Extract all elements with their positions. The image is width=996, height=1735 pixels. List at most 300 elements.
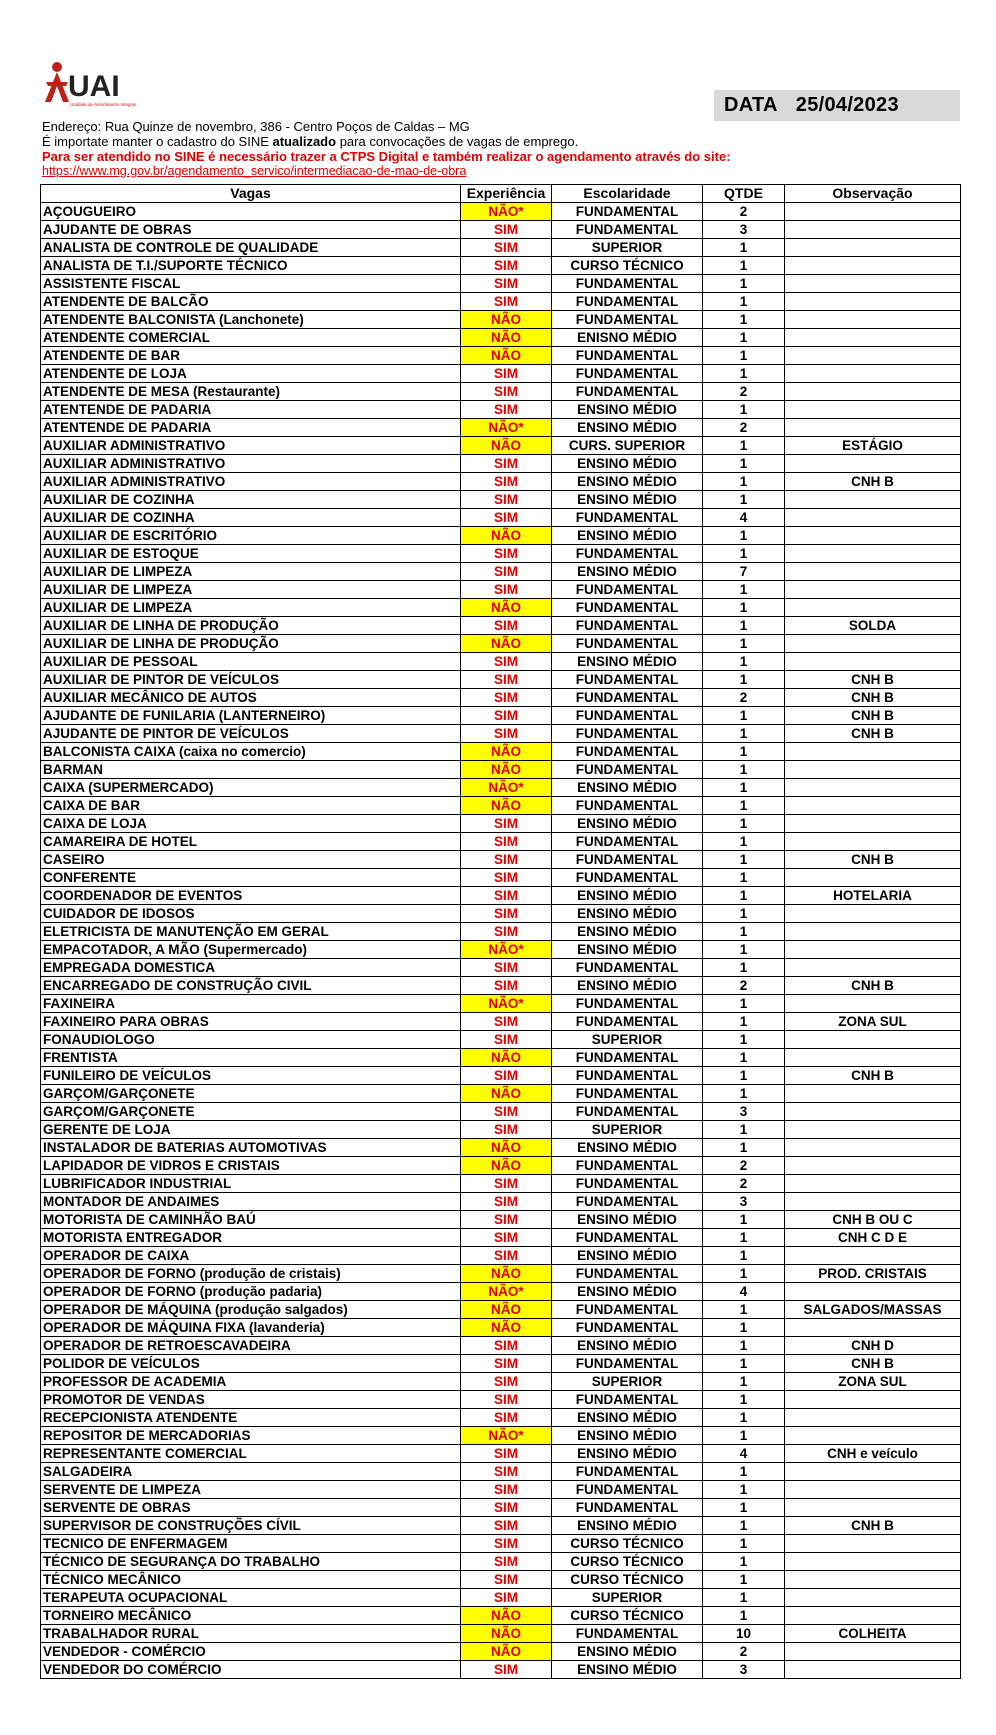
cell-escolaridade: FUNDAMENTAL — [552, 1301, 703, 1319]
cell-vaga: INSTALADOR DE BATERIAS AUTOMOTIVAS — [41, 1139, 461, 1157]
cell-experiencia: SIM — [461, 1571, 552, 1589]
cell-observacao — [785, 995, 961, 1013]
cell-vaga: AUXILIAR DE PESSOAL — [41, 653, 461, 671]
cell-qtde: 1 — [703, 581, 785, 599]
table-row — [41, 869, 961, 887]
cell-experiencia: NÃO* — [461, 203, 552, 221]
cell-vaga: OPERADOR DE MÁQUINA (produção salgados) — [41, 1301, 461, 1319]
cell-vaga: COORDENADOR DE EVENTOS — [41, 887, 461, 905]
cell-escolaridade: SUPERIOR — [552, 239, 703, 257]
cell-qtde: 1 — [703, 311, 785, 329]
cell-experiencia: NÃO — [461, 599, 552, 617]
cell-vaga: TÉCNICO DE SEGURANÇA DO TRABALHO — [41, 1553, 461, 1571]
cell-observacao — [785, 275, 961, 293]
cell-escolaridade: FUNDAMENTAL — [552, 1319, 703, 1337]
cell-observacao — [785, 599, 961, 617]
cell-qtde: 1 — [703, 1139, 785, 1157]
cell-vaga: ATENDENTE DE MESA (Restaurante) — [41, 383, 461, 401]
cell-observacao — [785, 203, 961, 221]
table-row — [41, 527, 961, 545]
table-row — [41, 1589, 961, 1607]
cell-qtde: 1 — [703, 1373, 785, 1391]
table-row — [41, 1229, 961, 1247]
table-row — [41, 815, 961, 833]
cell-observacao: SALGADOS/MASSAS — [785, 1301, 961, 1319]
cell-qtde: 1 — [703, 1013, 785, 1031]
cell-observacao: ZONA SUL — [785, 1013, 961, 1031]
cell-escolaridade: FUNDAMENTAL — [552, 581, 703, 599]
cell-qtde: 1 — [703, 1265, 785, 1283]
cell-observacao — [785, 923, 961, 941]
cell-experiencia: NÃO — [461, 1625, 552, 1643]
cell-escolaridade: FUNDAMENTAL — [552, 1193, 703, 1211]
cell-qtde: 1 — [703, 1391, 785, 1409]
cell-vaga: CAIXA DE BAR — [41, 797, 461, 815]
cell-escolaridade: FUNDAMENTAL — [552, 509, 703, 527]
table-row — [41, 1319, 961, 1337]
cell-experiencia: NÃO — [461, 1643, 552, 1661]
table-row — [41, 419, 961, 437]
cell-escolaridade: ENSINO MÉDIO — [552, 779, 703, 797]
cell-qtde: 1 — [703, 1535, 785, 1553]
cell-experiencia: SIM — [461, 1589, 552, 1607]
cell-vaga: AUXILIAR DE LIMPEZA — [41, 599, 461, 617]
cell-escolaridade: FUNDAMENTAL — [552, 1355, 703, 1373]
cell-escolaridade: SUPERIOR — [552, 1031, 703, 1049]
table-row — [41, 383, 961, 401]
cell-vaga: CAIXA (SUPERMERCADO) — [41, 779, 461, 797]
cell-observacao — [785, 563, 961, 581]
cell-escolaridade: CURSO TÉCNICO — [552, 257, 703, 275]
cell-qtde: 1 — [703, 293, 785, 311]
cell-experiencia: NÃO — [461, 347, 552, 365]
cell-vaga: AUXILIAR DE ESTOQUE — [41, 545, 461, 563]
cell-observacao — [785, 509, 961, 527]
table-row — [41, 1337, 961, 1355]
table-row — [41, 851, 961, 869]
cell-escolaridade: ENSINO MÉDIO — [552, 1427, 703, 1445]
cell-qtde: 1 — [703, 1337, 785, 1355]
table-row — [41, 599, 961, 617]
cell-qtde: 2 — [703, 383, 785, 401]
cell-qtde: 1 — [703, 851, 785, 869]
cell-vaga: OPERADOR DE RETROESCAVADEIRA — [41, 1337, 461, 1355]
cell-vaga: AJUDANTE DE OBRAS — [41, 221, 461, 239]
cell-escolaridade: FUNDAMENTAL — [552, 599, 703, 617]
cell-vaga: SUPERVISOR DE CONSTRUÇÕES CÍVIL — [41, 1517, 461, 1535]
cell-observacao — [785, 1661, 961, 1679]
cell-observacao — [785, 1103, 961, 1121]
scheduling-link[interactable]: https://www.mg.gov.br/agendamento_servico/intermediacao-de-mao-de-obra — [42, 164, 467, 178]
table-row — [41, 689, 961, 707]
cell-vaga: ANALISTA DE T.I./SUPORTE TÉCNICO — [41, 257, 461, 275]
cell-observacao — [785, 1175, 961, 1193]
cell-experiencia: SIM — [461, 1499, 552, 1517]
cell-qtde: 2 — [703, 1175, 785, 1193]
cell-experiencia: SIM — [461, 1067, 552, 1085]
cell-vaga: GARÇOM/GARÇONETE — [41, 1085, 461, 1103]
cell-observacao — [785, 239, 961, 257]
cell-escolaridade: ENSINO MÉDIO — [552, 941, 703, 959]
cell-experiencia: NÃO — [461, 1049, 552, 1067]
cell-experiencia: SIM — [461, 1013, 552, 1031]
table-row — [41, 1643, 961, 1661]
cell-escolaridade: ENISNO MÉDIO — [552, 329, 703, 347]
job-vacancies-table — [40, 184, 961, 1679]
table-row — [41, 1085, 961, 1103]
cell-vaga: AUXILIAR DE LINHA DE PRODUÇÃO — [41, 617, 461, 635]
cell-vaga: EMPREGADA DOMESTICA — [41, 959, 461, 977]
cell-qtde: 4 — [703, 509, 785, 527]
cell-experiencia: SIM — [461, 1229, 552, 1247]
cell-vaga: BALCONISTA CAIXA (caixa no comercio) — [41, 743, 461, 761]
cell-observacao — [785, 419, 961, 437]
cell-qtde: 1 — [703, 1049, 785, 1067]
cell-vaga: VENDEDOR - COMÉRCIO — [41, 1643, 461, 1661]
cell-qtde: 7 — [703, 563, 785, 581]
uai-logo — [42, 58, 136, 112]
cell-experiencia: SIM — [461, 977, 552, 995]
cell-observacao — [785, 1283, 961, 1301]
cell-vaga: REPOSITOR DE MERCADORIAS — [41, 1427, 461, 1445]
cell-observacao — [785, 797, 961, 815]
cell-escolaridade: FUNDAMENTAL — [552, 725, 703, 743]
cell-observacao — [785, 1319, 961, 1337]
cell-qtde: 1 — [703, 1499, 785, 1517]
cell-vaga: AUXILIAR DE LINHA DE PRODUÇÃO — [41, 635, 461, 653]
cell-observacao: HOTELARIA — [785, 887, 961, 905]
cell-observacao — [785, 1139, 961, 1157]
cell-vaga: CAMAREIRA DE HOTEL — [41, 833, 461, 851]
cell-vaga: OPERADOR DE FORNO (produção padaria) — [41, 1283, 461, 1301]
cell-vaga: SERVENTE DE OBRAS — [41, 1499, 461, 1517]
cell-observacao — [785, 635, 961, 653]
cell-experiencia: NÃO — [461, 797, 552, 815]
cell-observacao — [785, 959, 961, 977]
cell-qtde: 1 — [703, 869, 785, 887]
cell-vaga: ANALISTA DE CONTROLE DE QUALIDADE — [41, 239, 461, 257]
cell-observacao — [785, 257, 961, 275]
cell-vaga: ATENDENTE DE BAR — [41, 347, 461, 365]
cell-observacao: CNH B — [785, 671, 961, 689]
table-row — [41, 1499, 961, 1517]
cell-observacao — [785, 491, 961, 509]
table-row — [41, 437, 961, 455]
cell-vaga: TRABALHADOR RURAL — [41, 1625, 461, 1643]
cell-qtde: 2 — [703, 1643, 785, 1661]
cell-experiencia: SIM — [461, 473, 552, 491]
table-row — [41, 1535, 961, 1553]
cell-experiencia: NÃO — [461, 1085, 552, 1103]
cell-qtde: 1 — [703, 1481, 785, 1499]
cell-experiencia: SIM — [461, 1535, 552, 1553]
cell-experiencia: SIM — [461, 491, 552, 509]
cell-escolaridade: FUNDAMENTAL — [552, 851, 703, 869]
cell-qtde: 10 — [703, 1625, 785, 1643]
cell-qtde: 1 — [703, 1229, 785, 1247]
cell-escolaridade: ENSINO MÉDIO — [552, 815, 703, 833]
cell-experiencia: SIM — [461, 1463, 552, 1481]
cell-escolaridade: FUNDAMENTAL — [552, 1103, 703, 1121]
cell-vaga: LUBRIFICADOR INDUSTRIAL — [41, 1175, 461, 1193]
table-row — [41, 1355, 961, 1373]
cell-vaga: AUXILIAR ADMINISTRATIVO — [41, 473, 461, 491]
table-row — [41, 1517, 961, 1535]
cell-observacao: COLHEITA — [785, 1625, 961, 1643]
table-row — [41, 1211, 961, 1229]
cell-qtde: 1 — [703, 617, 785, 635]
header-escolaridade: Escolaridade — [552, 185, 703, 203]
cell-vaga: ATENTENDE DE PADARIA — [41, 401, 461, 419]
cell-escolaridade: FUNDAMENTAL — [552, 203, 703, 221]
cell-vaga: EMPACOTADOR, A MÃO (Supermercado) — [41, 941, 461, 959]
cell-vaga: AUXILIAR ADMINISTRATIVO — [41, 437, 461, 455]
cell-qtde: 1 — [703, 1463, 785, 1481]
cell-escolaridade: FUNDAMENTAL — [552, 1049, 703, 1067]
cell-experiencia: SIM — [461, 1445, 552, 1463]
cell-qtde: 1 — [703, 725, 785, 743]
cell-observacao: CNH B — [785, 977, 961, 995]
cell-escolaridade: FUNDAMENTAL — [552, 1157, 703, 1175]
table-row — [41, 1625, 961, 1643]
cell-qtde: 1 — [703, 365, 785, 383]
cell-escolaridade: FUNDAMENTAL — [552, 347, 703, 365]
cell-qtde: 2 — [703, 689, 785, 707]
cell-experiencia: SIM — [461, 887, 552, 905]
table-row — [41, 941, 961, 959]
cell-vaga: GERENTE DE LOJA — [41, 1121, 461, 1139]
table-row — [41, 959, 961, 977]
cell-observacao — [785, 1391, 961, 1409]
cell-vaga: FAXINEIRA — [41, 995, 461, 1013]
table-row — [41, 1427, 961, 1445]
table-row — [41, 1607, 961, 1625]
header-observacao: Observação — [785, 185, 961, 203]
cell-escolaridade: FUNDAMENTAL — [552, 1175, 703, 1193]
cell-qtde: 1 — [703, 1607, 785, 1625]
cell-experiencia: NÃO — [461, 311, 552, 329]
cell-experiencia: SIM — [461, 239, 552, 257]
cell-experiencia: SIM — [461, 1031, 552, 1049]
cell-experiencia: SIM — [461, 1103, 552, 1121]
table-row — [41, 257, 961, 275]
cell-experiencia: SIM — [461, 509, 552, 527]
cell-vaga: AUXILIAR DE ESCRITÓRIO — [41, 527, 461, 545]
cell-qtde: 1 — [703, 1319, 785, 1337]
cell-escolaridade: FUNDAMENTAL — [552, 617, 703, 635]
table-row — [41, 995, 961, 1013]
cell-observacao — [785, 779, 961, 797]
cell-escolaridade: FUNDAMENTAL — [552, 545, 703, 563]
cell-experiencia: SIM — [461, 689, 552, 707]
cell-qtde: 1 — [703, 1427, 785, 1445]
cell-experiencia: NÃO — [461, 1265, 552, 1283]
table-row — [41, 1463, 961, 1481]
cell-qtde: 1 — [703, 527, 785, 545]
cell-experiencia: SIM — [461, 401, 552, 419]
cell-vaga: TÉCNICO MECÂNICO — [41, 1571, 461, 1589]
cell-vaga: ATENDENTE DE BALCÃO — [41, 293, 461, 311]
cell-experiencia: NÃO* — [461, 995, 552, 1013]
cell-experiencia: SIM — [461, 1193, 552, 1211]
table-row — [41, 545, 961, 563]
cell-experiencia: NÃO* — [461, 1283, 552, 1301]
table-row — [41, 203, 961, 221]
cell-observacao: ZONA SUL — [785, 1373, 961, 1391]
cell-escolaridade: ENSINO MÉDIO — [552, 401, 703, 419]
cell-observacao — [785, 869, 961, 887]
logo-subtitle: Unidade de Atendimento Integrado — [70, 102, 136, 107]
cell-escolaridade: ENSINO MÉDIO — [552, 1283, 703, 1301]
cell-escolaridade: FUNDAMENTAL — [552, 1463, 703, 1481]
cell-experiencia: SIM — [461, 563, 552, 581]
cell-qtde: 1 — [703, 995, 785, 1013]
cell-vaga: MOTORISTA ENTREGADOR — [41, 1229, 461, 1247]
cell-escolaridade: FUNDAMENTAL — [552, 689, 703, 707]
cell-vaga: MONTADOR DE ANDAIMES — [41, 1193, 461, 1211]
table-row — [41, 761, 961, 779]
cell-escolaridade: ENSINO MÉDIO — [552, 1661, 703, 1679]
cell-experiencia: NÃO — [461, 635, 552, 653]
cell-escolaridade: FUNDAMENTAL — [552, 797, 703, 815]
cell-escolaridade: FUNDAMENTAL — [552, 365, 703, 383]
cell-qtde: 1 — [703, 329, 785, 347]
cell-escolaridade: FUNDAMENTAL — [552, 959, 703, 977]
cell-experiencia: SIM — [461, 257, 552, 275]
cell-escolaridade: ENSINO MÉDIO — [552, 653, 703, 671]
cell-escolaridade: ENSINO MÉDIO — [552, 473, 703, 491]
cell-escolaridade: ENSINO MÉDIO — [552, 1517, 703, 1535]
cell-vaga: OPERADOR DE MÁQUINA FIXA (lavanderia) — [41, 1319, 461, 1337]
cell-qtde: 2 — [703, 419, 785, 437]
cell-vaga: AUXILIAR MECÂNICO DE AUTOS — [41, 689, 461, 707]
cell-escolaridade: FUNDAMENTAL — [552, 1265, 703, 1283]
table-row — [41, 635, 961, 653]
cell-qtde: 2 — [703, 1157, 785, 1175]
cell-experiencia: SIM — [461, 1373, 552, 1391]
cell-qtde: 1 — [703, 491, 785, 509]
cell-escolaridade: FUNDAMENTAL — [552, 1625, 703, 1643]
cell-observacao — [785, 743, 961, 761]
cell-vaga: AUXILIAR DE LIMPEZA — [41, 563, 461, 581]
date-value: 25/04/2023 — [795, 94, 899, 116]
cell-qtde: 1 — [703, 815, 785, 833]
warning-line: Para ser atendido no SINE é necessário trazer a CTPS Digital e também realizar o agendamento através do site: — [42, 149, 731, 164]
cell-qtde: 1 — [703, 923, 785, 941]
table-row — [41, 779, 961, 797]
cell-escolaridade: FUNDAMENTAL — [552, 293, 703, 311]
cell-observacao: CNH B — [785, 1355, 961, 1373]
cell-observacao: PROD. CRISTAIS — [785, 1265, 961, 1283]
cell-escolaridade: FUNDAMENTAL — [552, 1085, 703, 1103]
cell-vaga: FONAUDIOLOGO — [41, 1031, 461, 1049]
cell-escolaridade: FUNDAMENTAL — [552, 707, 703, 725]
cell-escolaridade: FUNDAMENTAL — [552, 275, 703, 293]
table-row — [41, 275, 961, 293]
cell-escolaridade: FUNDAMENTAL — [552, 833, 703, 851]
cell-vaga: OPERADOR DE CAIXA — [41, 1247, 461, 1265]
cell-experiencia: NÃO — [461, 1157, 552, 1175]
cell-qtde: 1 — [703, 257, 785, 275]
cell-experiencia: SIM — [461, 1175, 552, 1193]
cell-experiencia: SIM — [461, 833, 552, 851]
cell-qtde: 3 — [703, 1661, 785, 1679]
cell-qtde: 1 — [703, 743, 785, 761]
cell-vaga: TERAPEUTA OCUPACIONAL — [41, 1589, 461, 1607]
table-row — [41, 473, 961, 491]
cell-escolaridade: FUNDAMENTAL — [552, 311, 703, 329]
cell-escolaridade: ENSINO MÉDIO — [552, 1643, 703, 1661]
table-row — [41, 887, 961, 905]
table-row — [41, 725, 961, 743]
cell-qtde: 3 — [703, 1193, 785, 1211]
cell-escolaridade: CURSO TÉCNICO — [552, 1553, 703, 1571]
address-line: Endereço: Rua Quinze de novembro, 386 - Centro Poços de Caldas – MG — [42, 119, 470, 134]
cell-qtde: 1 — [703, 455, 785, 473]
cell-vaga: FRENTISTA — [41, 1049, 461, 1067]
cell-qtde: 1 — [703, 797, 785, 815]
cell-escolaridade: ENSINO MÉDIO — [552, 527, 703, 545]
cell-observacao: CNH B — [785, 851, 961, 869]
cell-observacao — [785, 833, 961, 851]
cell-experiencia: NÃO — [461, 527, 552, 545]
cell-vaga: POLIDOR DE VEÍCULOS — [41, 1355, 461, 1373]
cell-observacao — [785, 455, 961, 473]
cell-observacao — [785, 1157, 961, 1175]
cell-qtde: 1 — [703, 437, 785, 455]
cell-vaga: ATENDENTE DE LOJA — [41, 365, 461, 383]
cell-escolaridade: ENSINO MÉDIO — [552, 563, 703, 581]
cell-qtde: 1 — [703, 599, 785, 617]
cell-experiencia: SIM — [461, 671, 552, 689]
cell-vaga: ATENDENTE COMERCIAL — [41, 329, 461, 347]
cell-escolaridade: FUNDAMENTAL — [552, 1067, 703, 1085]
table-row — [41, 365, 961, 383]
table-row — [41, 671, 961, 689]
table-row — [41, 455, 961, 473]
cell-vaga: TORNEIRO MECÂNICO — [41, 1607, 461, 1625]
cell-observacao — [785, 1589, 961, 1607]
cell-experiencia: NÃO* — [461, 779, 552, 797]
cell-qtde: 1 — [703, 1409, 785, 1427]
cell-observacao: CNH B — [785, 707, 961, 725]
cell-escolaridade: SUPERIOR — [552, 1373, 703, 1391]
cell-observacao — [785, 1643, 961, 1661]
cell-escolaridade: ENSINO MÉDIO — [552, 1337, 703, 1355]
cell-experiencia: SIM — [461, 959, 552, 977]
cell-observacao — [785, 545, 961, 563]
cell-observacao: CNH B — [785, 725, 961, 743]
cell-observacao — [785, 401, 961, 419]
table-row — [41, 833, 961, 851]
table-row — [41, 1247, 961, 1265]
cell-observacao: SOLDA — [785, 617, 961, 635]
table-row — [41, 1013, 961, 1031]
cell-vaga: RECEPCIONISTA ATENDENTE — [41, 1409, 461, 1427]
cell-observacao — [785, 221, 961, 239]
cell-escolaridade: SUPERIOR — [552, 1121, 703, 1139]
cell-experiencia: SIM — [461, 869, 552, 887]
cell-experiencia: NÃO — [461, 743, 552, 761]
cell-qtde: 1 — [703, 833, 785, 851]
table-row — [41, 347, 961, 365]
cell-observacao — [785, 1571, 961, 1589]
cell-escolaridade: ENSINO MÉDIO — [552, 887, 703, 905]
table-row — [41, 401, 961, 419]
cell-observacao — [785, 1427, 961, 1445]
cell-escolaridade: ENSINO MÉDIO — [552, 1211, 703, 1229]
table-row — [41, 1067, 961, 1085]
